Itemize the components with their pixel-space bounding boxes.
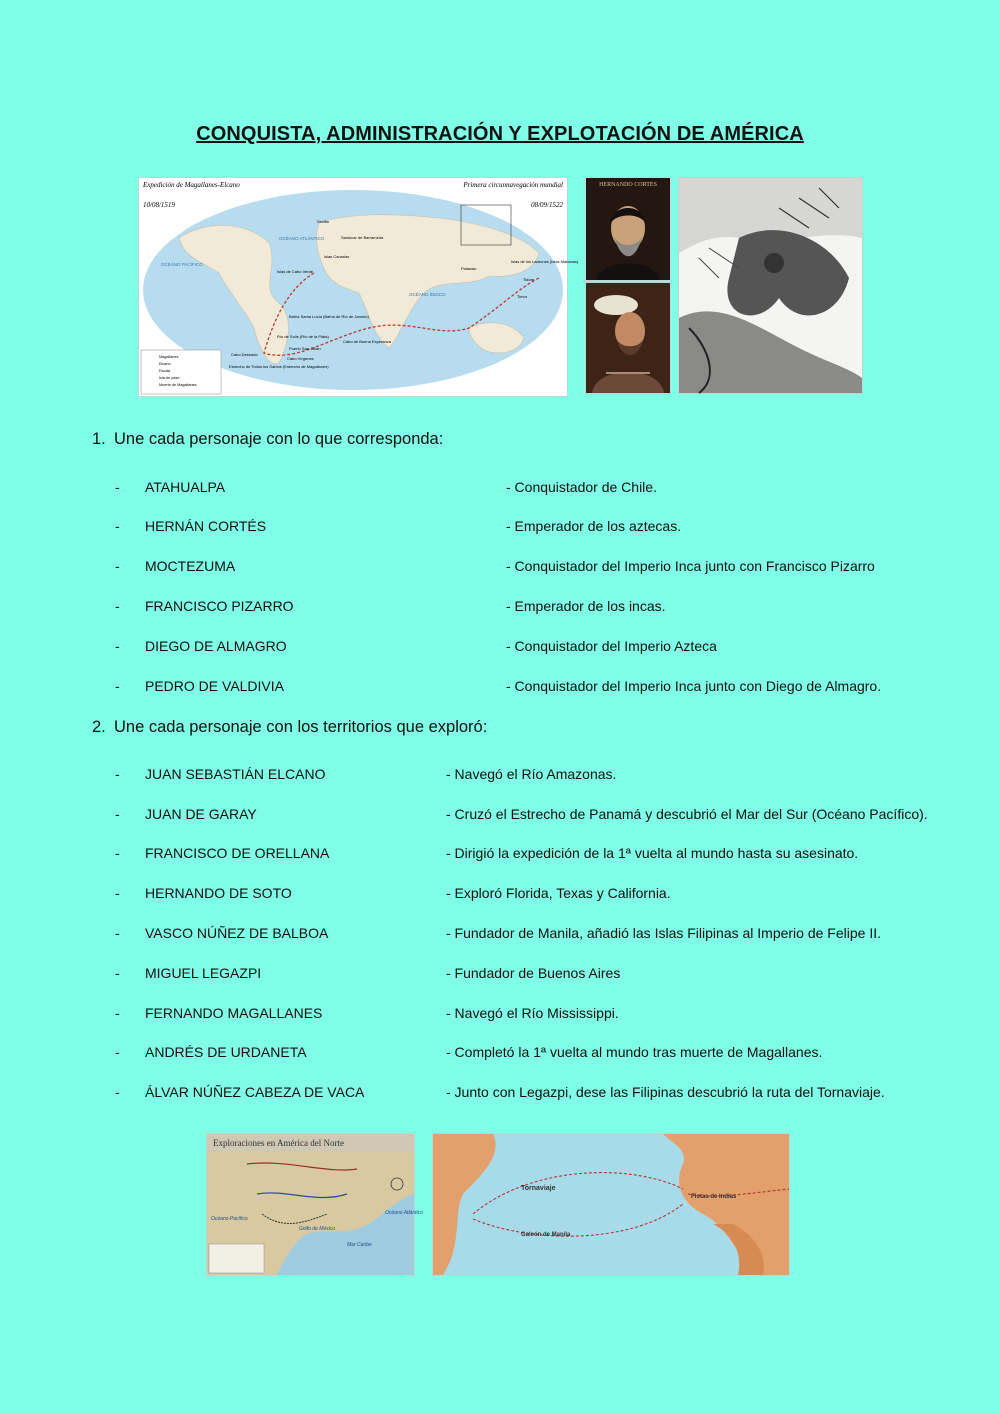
bullet-dash: -	[115, 845, 120, 861]
description[interactable]: - Navegó el Río Mississippi.	[446, 1005, 619, 1021]
north-america-explorations-map	[206, 1133, 423, 1276]
description[interactable]: - Fundador de Manila, añadió las Islas Filipinas al Imperio de Felipe II.	[446, 925, 881, 941]
matching-row	[0, 558, 1000, 578]
map1-label: Cabo de Buena Esperanza	[343, 339, 392, 344]
bullet-dash: -	[115, 518, 120, 534]
map1-label: Cabo Vírgenes	[287, 356, 314, 361]
map1-label: Timor	[517, 294, 528, 299]
matching-row	[0, 678, 1000, 698]
map1-legend-item: Escala	[159, 369, 171, 373]
map1-legend-item: Muerte de Magallanes	[159, 383, 197, 387]
matching-row	[0, 638, 1000, 658]
map2-heading: Exploraciones en América del Norte	[213, 1138, 344, 1148]
bullet-dash: -	[115, 1084, 120, 1100]
portrait-caption: HERNANDO CORTES	[599, 182, 657, 188]
question-number: 1.	[92, 430, 106, 448]
map1-label: Islas de los Ladrones (Islas Marianas)	[511, 259, 579, 264]
person-name[interactable]: JUAN SEBASTIÁN ELCANO	[145, 766, 326, 782]
matching-row	[0, 1005, 1000, 1025]
person-name[interactable]: ATAHUALPA	[145, 479, 226, 495]
person-name[interactable]: MOCTEZUMA	[145, 558, 236, 574]
map2-label: Océano Pacífico	[211, 1216, 248, 1222]
person-name[interactable]: DIEGO DE ALMAGRO	[145, 638, 287, 654]
description[interactable]: - Junto con Legazpi, dese las Filipinas descubrió la ruta del Tornaviaje.	[446, 1084, 885, 1100]
map1-label: OCÉANO PACÍFICO	[161, 262, 203, 267]
question-text: Une cada personaje con lo que corresponda:	[114, 430, 444, 448]
person-name[interactable]: ÁLVAR NÚÑEZ CABEZA DE VACA	[145, 1084, 365, 1100]
person-name[interactable]: FRANCISCO DE ORELLANA	[145, 845, 330, 861]
matching-row	[0, 1084, 1000, 1104]
person-name[interactable]: VASCO NÚÑEZ DE BALBOA	[145, 925, 329, 941]
matching-row	[0, 965, 1000, 985]
map1-label: Palawan	[461, 266, 477, 271]
pacific-routes-map	[432, 1133, 790, 1276]
person-name[interactable]: JUAN DE GARAY	[145, 806, 257, 822]
bullet-dash: -	[115, 766, 120, 782]
magellan-route-map	[138, 177, 579, 397]
map1-legend-item: Magallanes	[159, 355, 179, 359]
map1-label: Bahía Santa Lucía (Bahía de Río de Janeiro)	[289, 314, 369, 319]
person-name[interactable]: FRANCISCO PIZARRO	[145, 598, 294, 614]
map1-label: Estrecho de Todos los Santos (Estrecho de Magallanes)	[229, 364, 329, 369]
person-name[interactable]: FERNANDO MAGALLANES	[145, 1005, 323, 1021]
matching-row	[0, 925, 1000, 945]
matching-row	[0, 598, 1000, 618]
cortes-portrait	[585, 177, 671, 281]
bullet-dash: -	[115, 1044, 120, 1060]
map2-label: Océano Atlántico	[385, 1210, 423, 1216]
bullet-dash: -	[115, 885, 120, 901]
person-name[interactable]: ANDRÉS DE URDANETA	[145, 1044, 307, 1060]
bullet-dash: -	[115, 965, 120, 981]
person-name[interactable]: MIGUEL LEGAZPI	[145, 965, 262, 981]
question-2-heading	[92, 718, 487, 737]
conquest-battle-engraving	[678, 177, 863, 394]
map1-heading-right: Primera circunnavegación mundial	[463, 181, 563, 189]
map1-label: OCÉANO ATLÁNTICO	[279, 236, 325, 241]
map1-label: Puerto San Julián	[289, 346, 321, 351]
matching-row	[0, 806, 1000, 826]
description[interactable]: - Conquistador del Imperio Inca junto con Diego de Almagro.	[506, 678, 882, 694]
description[interactable]: - Conquistador del Imperio Azteca	[506, 638, 717, 654]
person-name[interactable]: HERNÁN CORTÉS	[145, 518, 267, 534]
matching-row	[0, 885, 1000, 905]
bullet-dash: -	[115, 479, 120, 495]
description[interactable]: - Cruzó el Estrecho de Panamá y descubrió el Mar del Sur (Océano Pacífico).	[446, 806, 928, 822]
description[interactable]: - Exploró Florida, Texas y California.	[446, 885, 671, 901]
map2-label: Mar Caribe	[347, 1242, 372, 1248]
map1-legend-item: Isla de paso	[159, 376, 180, 380]
person-name[interactable]: HERNANDO DE SOTO	[145, 885, 292, 901]
bullet-dash: -	[115, 1005, 120, 1021]
matching-row	[0, 479, 1000, 499]
map1-date-right: 08/09/1522	[531, 201, 563, 209]
description[interactable]: - Completó la 1ª vuelta al mundo tras muerte de Magallanes.	[446, 1044, 823, 1060]
map3-label: Galeón de Manila	[521, 1232, 571, 1238]
bullet-dash: -	[115, 678, 120, 694]
matching-row	[0, 766, 1000, 786]
bullet-dash: -	[115, 558, 120, 574]
description[interactable]: - Navegó el Río Amazonas.	[446, 766, 617, 782]
bullet-dash: -	[115, 638, 120, 654]
description[interactable]: - Conquistador del Imperio Inca junto con Francisco Pizarro	[506, 558, 875, 574]
map1-date-left: 10/08/1519	[143, 201, 175, 209]
pizarro-portrait	[585, 282, 671, 394]
description[interactable]: - Dirigió la expedición de la 1ª vuelta al mundo hasta su asesinato.	[446, 845, 859, 861]
map1-heading-left: Expedición de Magallanes-Elcano	[143, 181, 240, 189]
description[interactable]: - Emperador de los aztecas.	[506, 518, 682, 534]
bullet-dash: -	[115, 925, 120, 941]
description[interactable]: - Fundador de Buenos Aires	[446, 965, 621, 981]
map1-label: Sevilla	[317, 219, 329, 224]
bullet-dash: -	[115, 598, 120, 614]
matching-row	[0, 1044, 1000, 1064]
map3-label: Flotas de Indias	[691, 1194, 737, 1200]
question-1-heading	[92, 430, 443, 449]
map2-label: Golfo de México	[299, 1226, 336, 1232]
matching-row	[0, 845, 1000, 865]
description[interactable]: - Conquistador de Chile.	[506, 479, 657, 495]
bullet-dash: -	[115, 806, 120, 822]
map1-label: Tidore	[523, 277, 535, 282]
person-name[interactable]: PEDRO DE VALDIVIA	[145, 678, 285, 694]
map1-label: Sanlúcar de Barrameda	[341, 235, 384, 240]
map1-label: OCÉANO ÍNDICO	[409, 292, 446, 297]
matching-row	[0, 518, 1000, 538]
map1-label: Islas de Cabo Verde	[277, 269, 314, 274]
question-number: 2.	[92, 718, 106, 736]
map1-label: Río de Solís (Río de la Plata)	[277, 334, 329, 339]
description[interactable]: - Emperador de los incas.	[506, 598, 666, 614]
map1-label: Cabo Deseado	[231, 352, 258, 357]
map3-label: Tornaviaje	[521, 1185, 556, 1192]
question-text: Une cada personaje con los territorios que exploró:	[114, 718, 488, 736]
page-title: CONQUISTA, ADMINISTRACIÓN Y EXPLOTACIÓN DE AMÉRICA	[196, 123, 804, 145]
map1-label: Islas Canarias	[324, 254, 350, 259]
map1-legend-item: Elcano	[159, 362, 171, 366]
